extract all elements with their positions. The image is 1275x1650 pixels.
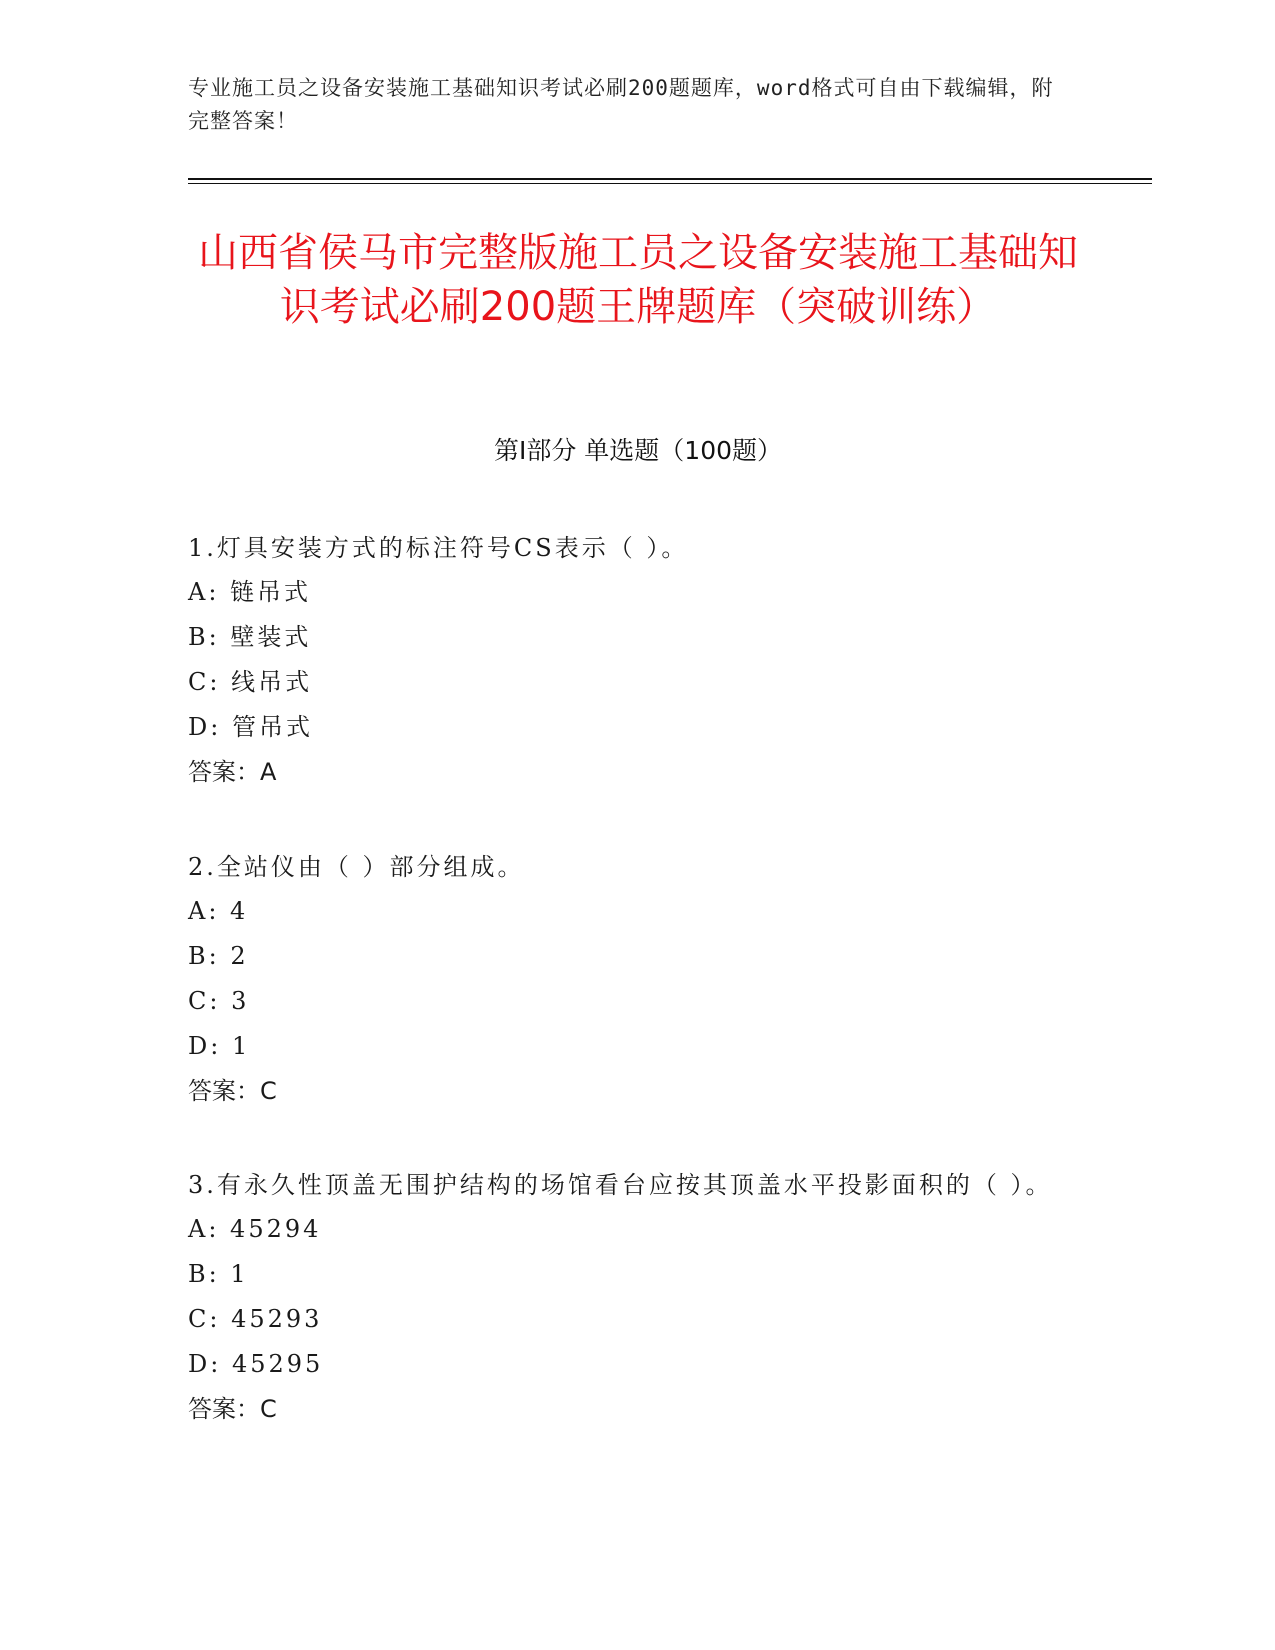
document-title: 山西省侯马市完整版施工员之设备安装施工基础知识考试必刷200题王牌题库（突破训练）: [198, 230, 1078, 330]
option-b: B: 2: [188, 942, 249, 970]
answer: 答案：C: [188, 1395, 277, 1423]
option-d: D: 1: [188, 1032, 251, 1060]
option-a: A: 4: [188, 897, 249, 925]
option-c: C: 45293: [188, 1305, 323, 1333]
option-d: D: 管吊式: [188, 713, 313, 741]
header-rule-thick: [188, 178, 1152, 180]
question-stem: 3.有永久性顶盖无围护结构的场馆看台应按其顶盖水平投影面积的（ ）。: [188, 1171, 1053, 1199]
option-c: C: 3: [188, 987, 250, 1015]
answer: 答案：A: [188, 758, 277, 786]
question-stem: 1.灯具安装方式的标注符号CS表示（ ）。: [188, 534, 689, 562]
option-a: A: 45294: [188, 1215, 322, 1243]
section-title: 第Ⅰ部分 单选题（100题）: [493, 436, 783, 465]
option-a: A: 链吊式: [188, 578, 312, 606]
answer: 答案：C: [188, 1077, 277, 1105]
question-3: [188, 1163, 1068, 1432]
header-note: 专业施工员之设备安装施工基础知识考试必刷200题题库，word格式可自由下载编辑，附完整答案！: [188, 76, 1054, 133]
header-rule-thin: [188, 183, 1152, 184]
option-c: C: 线吊式: [188, 668, 313, 696]
question-stem: 2.全站仪由（ ）部分组成。: [188, 853, 525, 881]
option-d: D: 45295: [188, 1350, 324, 1378]
question-2: [188, 845, 1068, 1114]
question-1: [188, 526, 1068, 795]
option-b: B: 1: [188, 1260, 249, 1288]
option-b: B: 壁装式: [188, 623, 312, 651]
